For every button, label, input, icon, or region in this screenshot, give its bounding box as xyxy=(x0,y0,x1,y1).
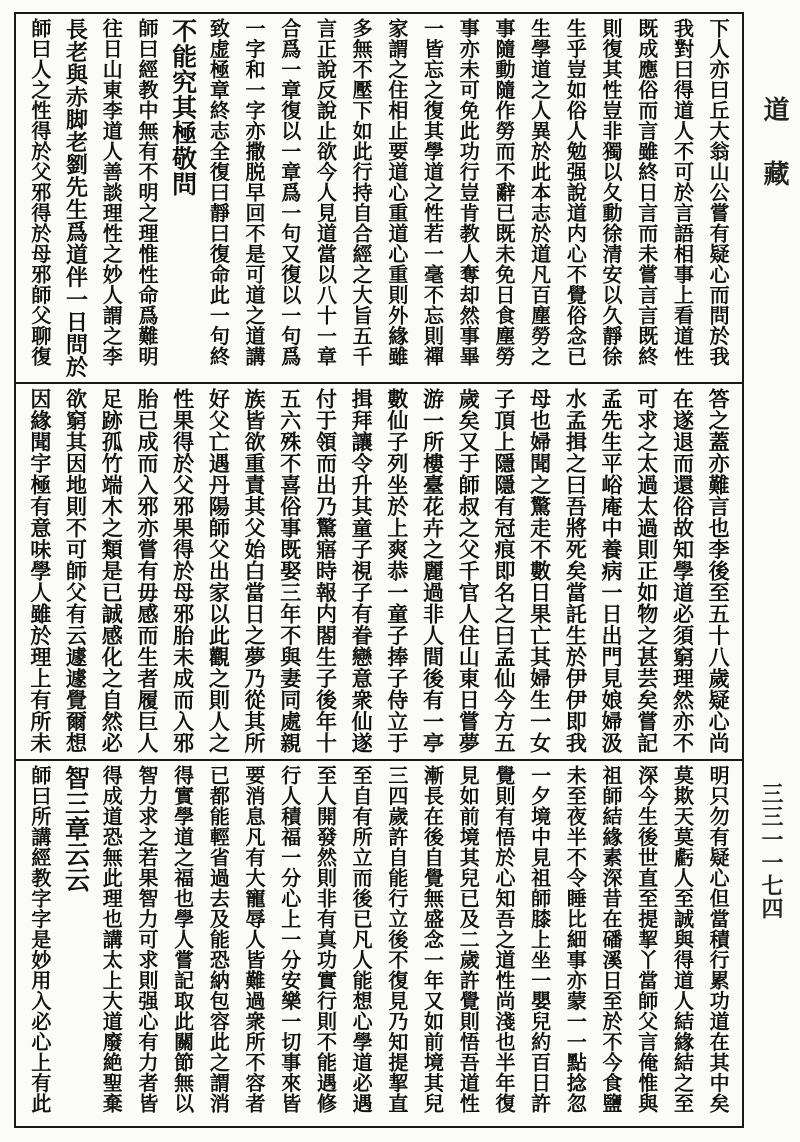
text-column: 數仙子列坐於上爽恭一童子捧子侍立于 xyxy=(384,388,410,754)
text-column: 得成道恐無此理也講太上大道廢絶聖棄 xyxy=(99,765,124,1114)
side-title-dao: 道 xyxy=(759,96,789,122)
side-title-zang: 藏 xyxy=(759,160,789,186)
text-column: 生乎豈如俗人勉强說道内心不覺俗念已 xyxy=(563,18,588,367)
register-bottom xyxy=(16,761,742,1126)
text-column: 一夕境中見祖師膝上坐一嬰兒約百日許 xyxy=(527,765,552,1114)
text-column: 莫欺天莫虧人至誠與得道人結緣結之至 xyxy=(670,765,695,1114)
text-column: 已都能輕省過去及能恐納包容此之謂消 xyxy=(206,765,231,1114)
text-column: 事隨動隨作勞而不辭已既未免日食塵勞 xyxy=(491,18,516,367)
text-column: 族皆欲重責其父始白當日之夢乃從其所 xyxy=(242,388,268,754)
text-column: 一皆忘之復其學道之性若一毫不忘則禪 xyxy=(420,18,445,367)
text-column: 好父亡遇丹陽師父出家以此觀之則人之 xyxy=(206,388,232,754)
text-column: 長老與赤脚老劉先生爲道伴一日問於 xyxy=(62,18,89,378)
text-column: 漸長在後自覺無盛念一年又如前境其兒 xyxy=(420,765,445,1114)
text-column: 多無不壓下如此行持自合經之大旨五千 xyxy=(349,18,374,367)
text-column: 致虚極章終志全復曰靜曰復命此一句終 xyxy=(206,18,231,367)
register-middle xyxy=(16,384,742,759)
text-column: 則復其性豈非獨以夂動徐清安以久靜徐 xyxy=(599,18,624,367)
text-column: 覺則有悟於心知吾之道性尚淺也半年復 xyxy=(491,765,516,1114)
text-column: 揖拜讓令升其童子視子有眷戀意衆仙遂 xyxy=(349,388,375,754)
text-column: 胎已成而入邪亦嘗有毋感而生者履巨人 xyxy=(134,388,160,754)
text-column: 師曰人之性得於父邪得於母邪師父聊復 xyxy=(27,18,52,367)
text-column: 答之蓋亦難言也李後至五十八歲疑心尚 xyxy=(706,388,732,754)
text-column: 家謂之住相止要道心重道心重則外緣雖 xyxy=(384,18,409,367)
text-column: 智力求之若果智力可求則强心有力者皆 xyxy=(134,765,159,1114)
text-column: 付于領而出乃驚寤時報内閤生子後年十 xyxy=(313,388,339,754)
text-column: 事亦未可免此功行豈肯教人奪却然事畢 xyxy=(456,18,481,367)
text-column: 母也婦聞之驚走不數日果亡其婦生一女 xyxy=(527,388,553,754)
text-column: 我對曰得道人不可於言語相事上看道性 xyxy=(670,18,695,367)
text-column: 因緣聞宇極有意味學人雖於理上有所未 xyxy=(27,388,53,754)
text-column: 水孟揖之曰吾將死矣當託生於伊伊即我 xyxy=(563,388,589,754)
text-column: 游一所樓臺花卉之麗過非人間後有一亭 xyxy=(420,388,446,754)
text-column: 深今生後世直至提挈丫當師父言俺惟與 xyxy=(634,765,659,1114)
text-column: 行人積福一分心上一分安樂一切事來皆 xyxy=(277,765,302,1114)
text-column: 見如前境其兒已及二歲許覺則悟吾道性 xyxy=(456,765,481,1114)
text-column: 性果得於父邪果得於母邪胎未成而入邪 xyxy=(170,388,196,754)
text-column: 在遂退而還俗故知學道必須窮理然亦不 xyxy=(670,388,696,754)
text-column: 一字和一字亦撒脱早回不是可道之道講 xyxy=(242,18,267,367)
text-column: 要消息凡有大寵辱人皆難過衆所不容者 xyxy=(242,765,267,1114)
page-frame xyxy=(14,12,744,1128)
text-column: 生學道之人異於此本志於道凡百塵勞之 xyxy=(527,18,552,367)
text-column: 不能究其極敬問 xyxy=(168,18,198,197)
text-column: 師曰經教中無有不明之理惟性命爲難明 xyxy=(134,18,159,367)
text-column: 至自有所立而後已凡人能想心學道必遇 xyxy=(349,765,374,1114)
text-column: 下人亦曰丘大翁山公嘗有疑心而問於我 xyxy=(706,18,731,367)
text-column: 可求之太過太過則正如物之甚芸矣嘗記 xyxy=(634,388,660,754)
text-column: 往日山東李道人善談理性之妙人謂之李 xyxy=(99,18,124,367)
text-column: 師曰所講經教字字是妙用入必心上有此 xyxy=(27,765,52,1114)
register-top xyxy=(16,14,742,382)
text-column: 子頂上隱隱有冠痕即名之曰孟仙今方五 xyxy=(491,388,517,754)
text-column: 明只勿有疑心但當積行累功道在其中矣 xyxy=(706,765,731,1114)
text-column: 祖師結緣素深昔在磻溪日至於不今食鹽 xyxy=(599,765,624,1114)
text-column: 既成應俗而言雖終日言而未嘗言言既終 xyxy=(634,18,659,367)
text-column: 足跡孤竹端木之類是已誠感化之自然必 xyxy=(99,388,125,754)
text-column: 孟先生平峪庵中養病一日出門見娘婦汲 xyxy=(599,388,625,754)
text-column: 五六殊不喜俗事既娶三年不與妻同處親 xyxy=(277,388,303,754)
text-column: 三四歲許自能行立後不復見乃知提挈直 xyxy=(384,765,409,1114)
text-column: 歲矣又于師叔之父千官人住山東日嘗夢 xyxy=(456,388,482,754)
text-column: 智三章云云 xyxy=(61,765,91,893)
text-column: 未至夜半不令睡比細事亦蒙一一點捻忽 xyxy=(563,765,588,1114)
text-column: 合爲一章復以一章爲一句又復以一句爲 xyxy=(277,18,302,367)
page-number: 三三一一七四 xyxy=(758,782,784,920)
text-column: 至人開發然則非有真功實行則不能遇修 xyxy=(313,765,338,1114)
text-column: 得實學道之福也學人嘗記取此關節無以 xyxy=(170,765,195,1114)
text-column: 欲窮其因地則不可師父有云遽遽覺爾想 xyxy=(63,388,89,754)
text-column: 言正說反說止欲今人見道當以八十一章 xyxy=(313,18,338,367)
